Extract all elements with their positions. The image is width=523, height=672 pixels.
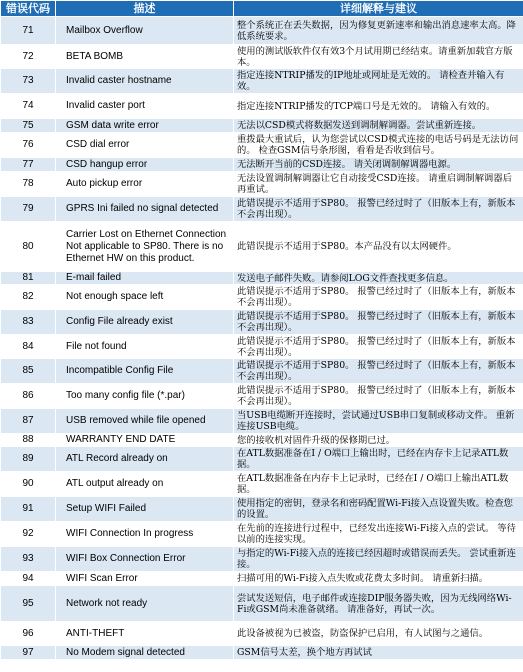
error-detail-cell: 此错误提示不适用于SP80。 报警已经过时了（旧版本上有，新版本不会再出现）。 (234, 197, 523, 222)
error-description-cell: WARRANTY END DATE (56, 434, 234, 447)
error-description-cell: BETA BOMB (56, 45, 234, 69)
error-description-cell: ATL output already on (56, 472, 234, 497)
error-detail-cell: 重拨最大重试后，认为您尝试以CSD模式连接的电话号码是无法访问的。 检查GSM信号条形图，看看是否收到信号。 (234, 133, 523, 158)
table-row (1, 133, 523, 158)
error-code-cell: 87 (1, 409, 56, 434)
header-detail: 详细解释与建议 (234, 1, 523, 17)
table-row (1, 197, 523, 222)
error-code-cell: 88 (1, 434, 56, 447)
error-description-cell: Invalid caster hostname (56, 69, 234, 94)
table-body (1, 17, 523, 660)
error-detail-cell: 此错误提示不适用于SP80。 报警已经过时了（旧版本上有，新版本不会再出现）。 (234, 310, 523, 335)
error-description-cell: Not enough space left (56, 285, 234, 310)
table-row (1, 158, 523, 172)
table-row (1, 45, 523, 69)
error-description-cell: CSD dial error (56, 133, 234, 158)
error-detail-cell: 与指定的Wi-Fi接入点的连接已经因超时或错误而丢失。 尝试重新连接。 (234, 547, 523, 572)
error-code-cell: 76 (1, 133, 56, 158)
error-description-cell: CSD hangup error (56, 158, 234, 172)
error-description-cell: WIFI Box Connection Error (56, 547, 234, 572)
error-detail-cell: 此错误提示不适用于SP80。 报警已经过时了（旧版本上有，新版本不会再出现）。 (234, 359, 523, 384)
error-description-cell: Incompatible Config File (56, 359, 234, 384)
table-row (1, 172, 523, 197)
error-description-cell: ATL Record already on (56, 447, 234, 472)
error-description-cell: ANTI-THEFT (56, 622, 234, 646)
table-row (1, 94, 523, 119)
error-detail-cell: 指定连接NTRIP播发的IP地址或网址是无效的。 请检查并输入有效。 (234, 69, 523, 94)
error-code-cell: 86 (1, 384, 56, 409)
error-description-cell: WIFI Scan Error (56, 572, 234, 586)
table-row (1, 17, 523, 45)
error-detail-cell: 此错误提示不适用于SP80。 报警已经过时了（旧版本上有，新版本不会再出现）。 (234, 335, 523, 359)
error-detail-cell: 发送电子邮件失败。请参阅LOG文件查找更多信息。 (234, 272, 523, 285)
error-code-cell: 96 (1, 622, 56, 646)
error-description-cell: File not found (56, 335, 234, 359)
table-row (1, 646, 523, 660)
table-row (1, 434, 523, 447)
error-code-cell: 73 (1, 69, 56, 94)
error-detail-cell: 此设备被视为已被盗，防盗保护已启用，有人试图与之通信。 (234, 622, 523, 646)
error-code-cell: 84 (1, 335, 56, 359)
error-code-cell: 92 (1, 522, 56, 547)
error-detail-cell: GSM信号太差，换个地方再试试 (234, 646, 523, 660)
error-detail-cell: 在先前的连接进行过程中，已经发出连接Wi-Fi接入点的尝试。 等待以前的连接实现。 (234, 522, 523, 547)
error-detail-cell: 使用指定的密钥，登录名和密码配置Wi-Fi接入点设置失败。检查您的设置。 (234, 497, 523, 522)
table-row (1, 586, 523, 622)
error-description-cell: Setup WIFI Failed (56, 497, 234, 522)
error-description-cell: E-mail failed (56, 272, 234, 285)
error-description-cell: GSM data write error (56, 119, 234, 133)
error-description-cell: Config File already exist (56, 310, 234, 335)
error-code-cell: 78 (1, 172, 56, 197)
error-code-cell: 85 (1, 359, 56, 384)
error-code-cell: 75 (1, 119, 56, 133)
error-code-cell: 83 (1, 310, 56, 335)
error-detail-cell: 无法断开当前的CSD连接。 请关闭调制解调器电源。 (234, 158, 523, 172)
error-detail-cell: 在ATL数据准备在内存卡上记录时，已经在I / O端口上输出ATL数据。 (234, 472, 523, 497)
error-code-cell: 79 (1, 197, 56, 222)
error-detail-cell: 此错误提示不适用于SP80。本产品没有以太网硬件。 (234, 222, 523, 272)
table-row (1, 497, 523, 522)
error-detail-cell: 此错误提示不适用于SP80。 报警已经过时了（旧版本上有，新版本不会再出现）。 (234, 285, 523, 310)
table-header-row (1, 1, 523, 17)
table-row (1, 547, 523, 572)
error-detail-cell: 无法设置调制解调器让它自动接受CSD连接。 请重启调制解调器后再重试。 (234, 172, 523, 197)
error-code-cell: 94 (1, 572, 56, 586)
error-detail-cell: 尝试发送短信，电子邮件或连接DIP服务器失败，因为无线网络Wi-Fi或GSM尚未准备就绪。 请准备好，再试一次。 (234, 586, 523, 622)
error-detail-cell: 您的接收机对固件升级的保修期已过。 (234, 434, 523, 447)
error-code-cell: 71 (1, 17, 56, 45)
table-row (1, 310, 523, 335)
error-detail-cell: 无法以CSD模式将数据发送到调制解调器。尝试重新连接。 (234, 119, 523, 133)
error-code-cell: 72 (1, 45, 56, 69)
error-description-cell: Too many config file (*.par) (56, 384, 234, 409)
table-row (1, 222, 523, 272)
error-description-cell: Network not ready (56, 586, 234, 622)
table-row (1, 472, 523, 497)
error-description-cell: WIFI Connection In progress (56, 522, 234, 547)
header-code: 错误代码 (1, 1, 56, 17)
table-row (1, 522, 523, 547)
error-description-cell: GPRS Ini failed no signal detected (56, 197, 234, 222)
table-row (1, 359, 523, 384)
error-detail-cell: 在ATL数据准备在I / O端口上输出时，已经在内存卡上记录ATL数据。 (234, 447, 523, 472)
error-code-cell: 95 (1, 586, 56, 622)
error-code-cell: 89 (1, 447, 56, 472)
error-code-cell: 91 (1, 497, 56, 522)
error-description-cell: USB removed while file opened (56, 409, 234, 434)
error-code-cell: 90 (1, 472, 56, 497)
error-description-cell: Carrier Lost on Ethernet Connection Not applicable to SP80. There is no Ethernet HW on this product. (56, 222, 234, 272)
error-description-cell: Mailbox Overflow (56, 17, 234, 45)
table-row (1, 622, 523, 646)
table-row (1, 119, 523, 133)
table-row (1, 447, 523, 472)
table-row (1, 409, 523, 434)
error-description-cell: Auto pickup error (56, 172, 234, 197)
error-detail-cell: 整个系统正在丢失数据，因为修复更新速率和输出消息速率太高。降低系统要求。 (234, 17, 523, 45)
error-description-cell: Invalid caster port (56, 94, 234, 119)
error-detail-cell: 使用的测试版软件仅有效3个月试用期已经结束。请重新加载官方版本。 (234, 45, 523, 69)
table-row (1, 335, 523, 359)
table-row (1, 384, 523, 409)
table-row (1, 572, 523, 586)
error-code-cell: 93 (1, 547, 56, 572)
error-detail-cell: 当USB电缆断开连接时，尝试通过USB串口复制或移动文件。 重新连接USB电缆。 (234, 409, 523, 434)
error-code-cell: 80 (1, 222, 56, 272)
table-row (1, 285, 523, 310)
error-code-cell: 81 (1, 272, 56, 285)
error-code-cell: 82 (1, 285, 56, 310)
error-detail-cell: 此错误提示不适用于SP80。 报警已经过时了（旧版本上有，新版本不会再出现）。 (234, 384, 523, 409)
error-description-cell: No Modem signal detected (56, 646, 234, 660)
error-code-cell: 97 (1, 646, 56, 660)
table-row (1, 69, 523, 94)
error-detail-cell: 指定连接NTRIP播发的TCP端口号是无效的。 请输入有效的。 (234, 94, 523, 119)
error-detail-cell: 扫描可用的Wi-Fi接入点失败或花费太多时间。 请重新扫描。 (234, 572, 523, 586)
table-row (1, 272, 523, 285)
error-code-cell: 74 (1, 94, 56, 119)
error-code-cell: 77 (1, 158, 56, 172)
header-description: 描述 (56, 1, 234, 17)
